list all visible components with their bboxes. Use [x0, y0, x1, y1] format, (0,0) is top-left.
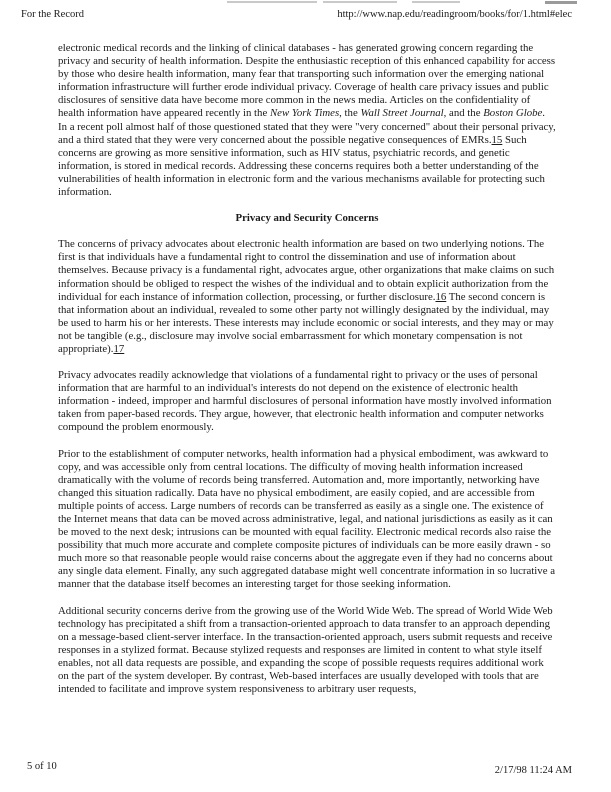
body-text: The concerns of privacy advocates about electronic health information are based on two underlying notions. The first is that individuals have a fundamental right to control the dissemination and use of information about themselves. Because privacy is a fundamental right, advocates argue, other organizations that make claims on such information should be obliged to respect the wishes of the individual and to obtain explicit authorization from the individual for each instance of information collection, processing, or further disclosure.	[58, 238, 555, 303]
body-text: The second concern is that information about an individual, revealed to some other party not willingly designated by the individual, may be used to harm his or her interests. These interests may include economic or social interests, and they may or may not be tangible (e.g., disclosure may involve social embarrassment for which monetary compensation is not appropriate).	[58, 290, 554, 355]
print-header	[21, 9, 572, 21]
body-text: Additional security concerns derive from the growing use of the World Wide Web. The spread of World Wide Web technology has precipitated a shift from a transaction-oriented approach to data transfer to an approach depending on a message-based client-server interface. In the transaction-oriented approach, users submit requests and receive responses in a stylized format. Because stylized requests and responses are limited in content to what style itself enables, not all data requests are possible, and expanding the scope of possible requests requires additional work on the part of the system developer. By contrast, Web-based interfaces are usually developed with tools that are intended to facilitate and improve system responsiveness to arbitrary user requests,	[58, 604, 553, 696]
body-text: , the	[339, 107, 361, 120]
paragraph-3	[58, 369, 556, 434]
body-text: , and the	[443, 107, 484, 120]
paragraph-4	[58, 448, 556, 592]
paragraph-2	[58, 238, 556, 356]
paragraph-1	[58, 42, 556, 199]
document-title: For the Record	[21, 9, 84, 20]
footnote-link-15[interactable]: 15	[491, 133, 503, 146]
footnote-link-16[interactable]: 16	[435, 290, 447, 303]
scan-artifact	[323, 1, 397, 3]
citation-new-york-times: New York Times	[269, 107, 340, 120]
section-heading: Privacy and Security Concerns	[235, 212, 379, 225]
page-number: 5 of 10	[27, 761, 57, 772]
body-text: Such concerns are growing as more sensitive information, such as HIV status, psychiatric records, and genetic information, is stored in medical records. Addressing these concerns requires both a better understanding of the vulnerabilities of health information in electronic form and the various mechanisms available for protecting such information.	[58, 133, 545, 199]
citation-wall-street-journal: Wall Street Journal	[360, 107, 444, 120]
body-text: Prior to the establishment of computer networks, health information had a physical embodiment, was awkward to copy, and was accessible only from central locations. The difficulty of moving health information increased dramatically with the volume of records being transferred. Automation and, more importantly, networking have changed this situation radically. Data have no physical embodiment, are easily copied, and are accessible from multiple points of access. Large numbers of records can be transferred as easily as a single one. The existence of the Internet means that data can be moved across administrative, legal, and national jurisdictions as easily as it can be moved to the next desk; intrusions can be mounted with equal facility. Electronic medical records also raise the possibility that much more accurate and complete composite pictures of individuals can be more easily drawn - so much more so that reasonable people would raise concerns about the aggregate even if they had no concerns about any single data element. Finally, any such aggregated database might well concentrate information in so lucrative a manner that the database itself becomes an interesting target for those seeking information.	[58, 447, 555, 591]
paragraph-5	[58, 605, 556, 697]
scan-artifact	[412, 1, 460, 3]
body-text: . In a recent poll almost half of those questioned stated that they were "very concerned" about their personal privacy, and a third stated that they were very concerned about the possible negative consequences of EMRs.	[58, 107, 556, 146]
document-url: http://www.nap.edu/readingroom/books/for/1.html#elec	[337, 9, 572, 20]
print-timestamp: 2/17/98 11:24 AM	[494, 765, 572, 776]
print-footer	[27, 761, 572, 777]
body-text: electronic medical records and the linking of clinical databases - has generated growing concern regarding the privacy and security of health information. Despite the enthusiastic reception of this enhanced capability for access by those who desire health information, many fear that transporting such information over the emerging national information infrastructure will further erode individual privacy. Coverage of health care privacy issues and public disclosures of sensitive data have become more common in the news media. Articles on the confidentiality of health information have appeared recently in the	[58, 42, 556, 120]
footnote-link-17[interactable]: 17	[113, 342, 125, 355]
citation-boston-globe: Boston Globe	[483, 107, 543, 120]
scan-artifact	[227, 1, 317, 3]
body-text: Privacy advocates readily acknowledge that violations of a fundamental right to privacy or the uses of personal information that are harmful to an individual's interests do not depend on the existence of electronic health information - indeed, improper and harmful disclosures of personal information have mostly involved information taken from paper-based records. They argue, however, that electronic health information and computer networks compound the problem enormously.	[58, 369, 552, 434]
document-body	[58, 42, 556, 709]
scan-artifact	[545, 1, 577, 4]
